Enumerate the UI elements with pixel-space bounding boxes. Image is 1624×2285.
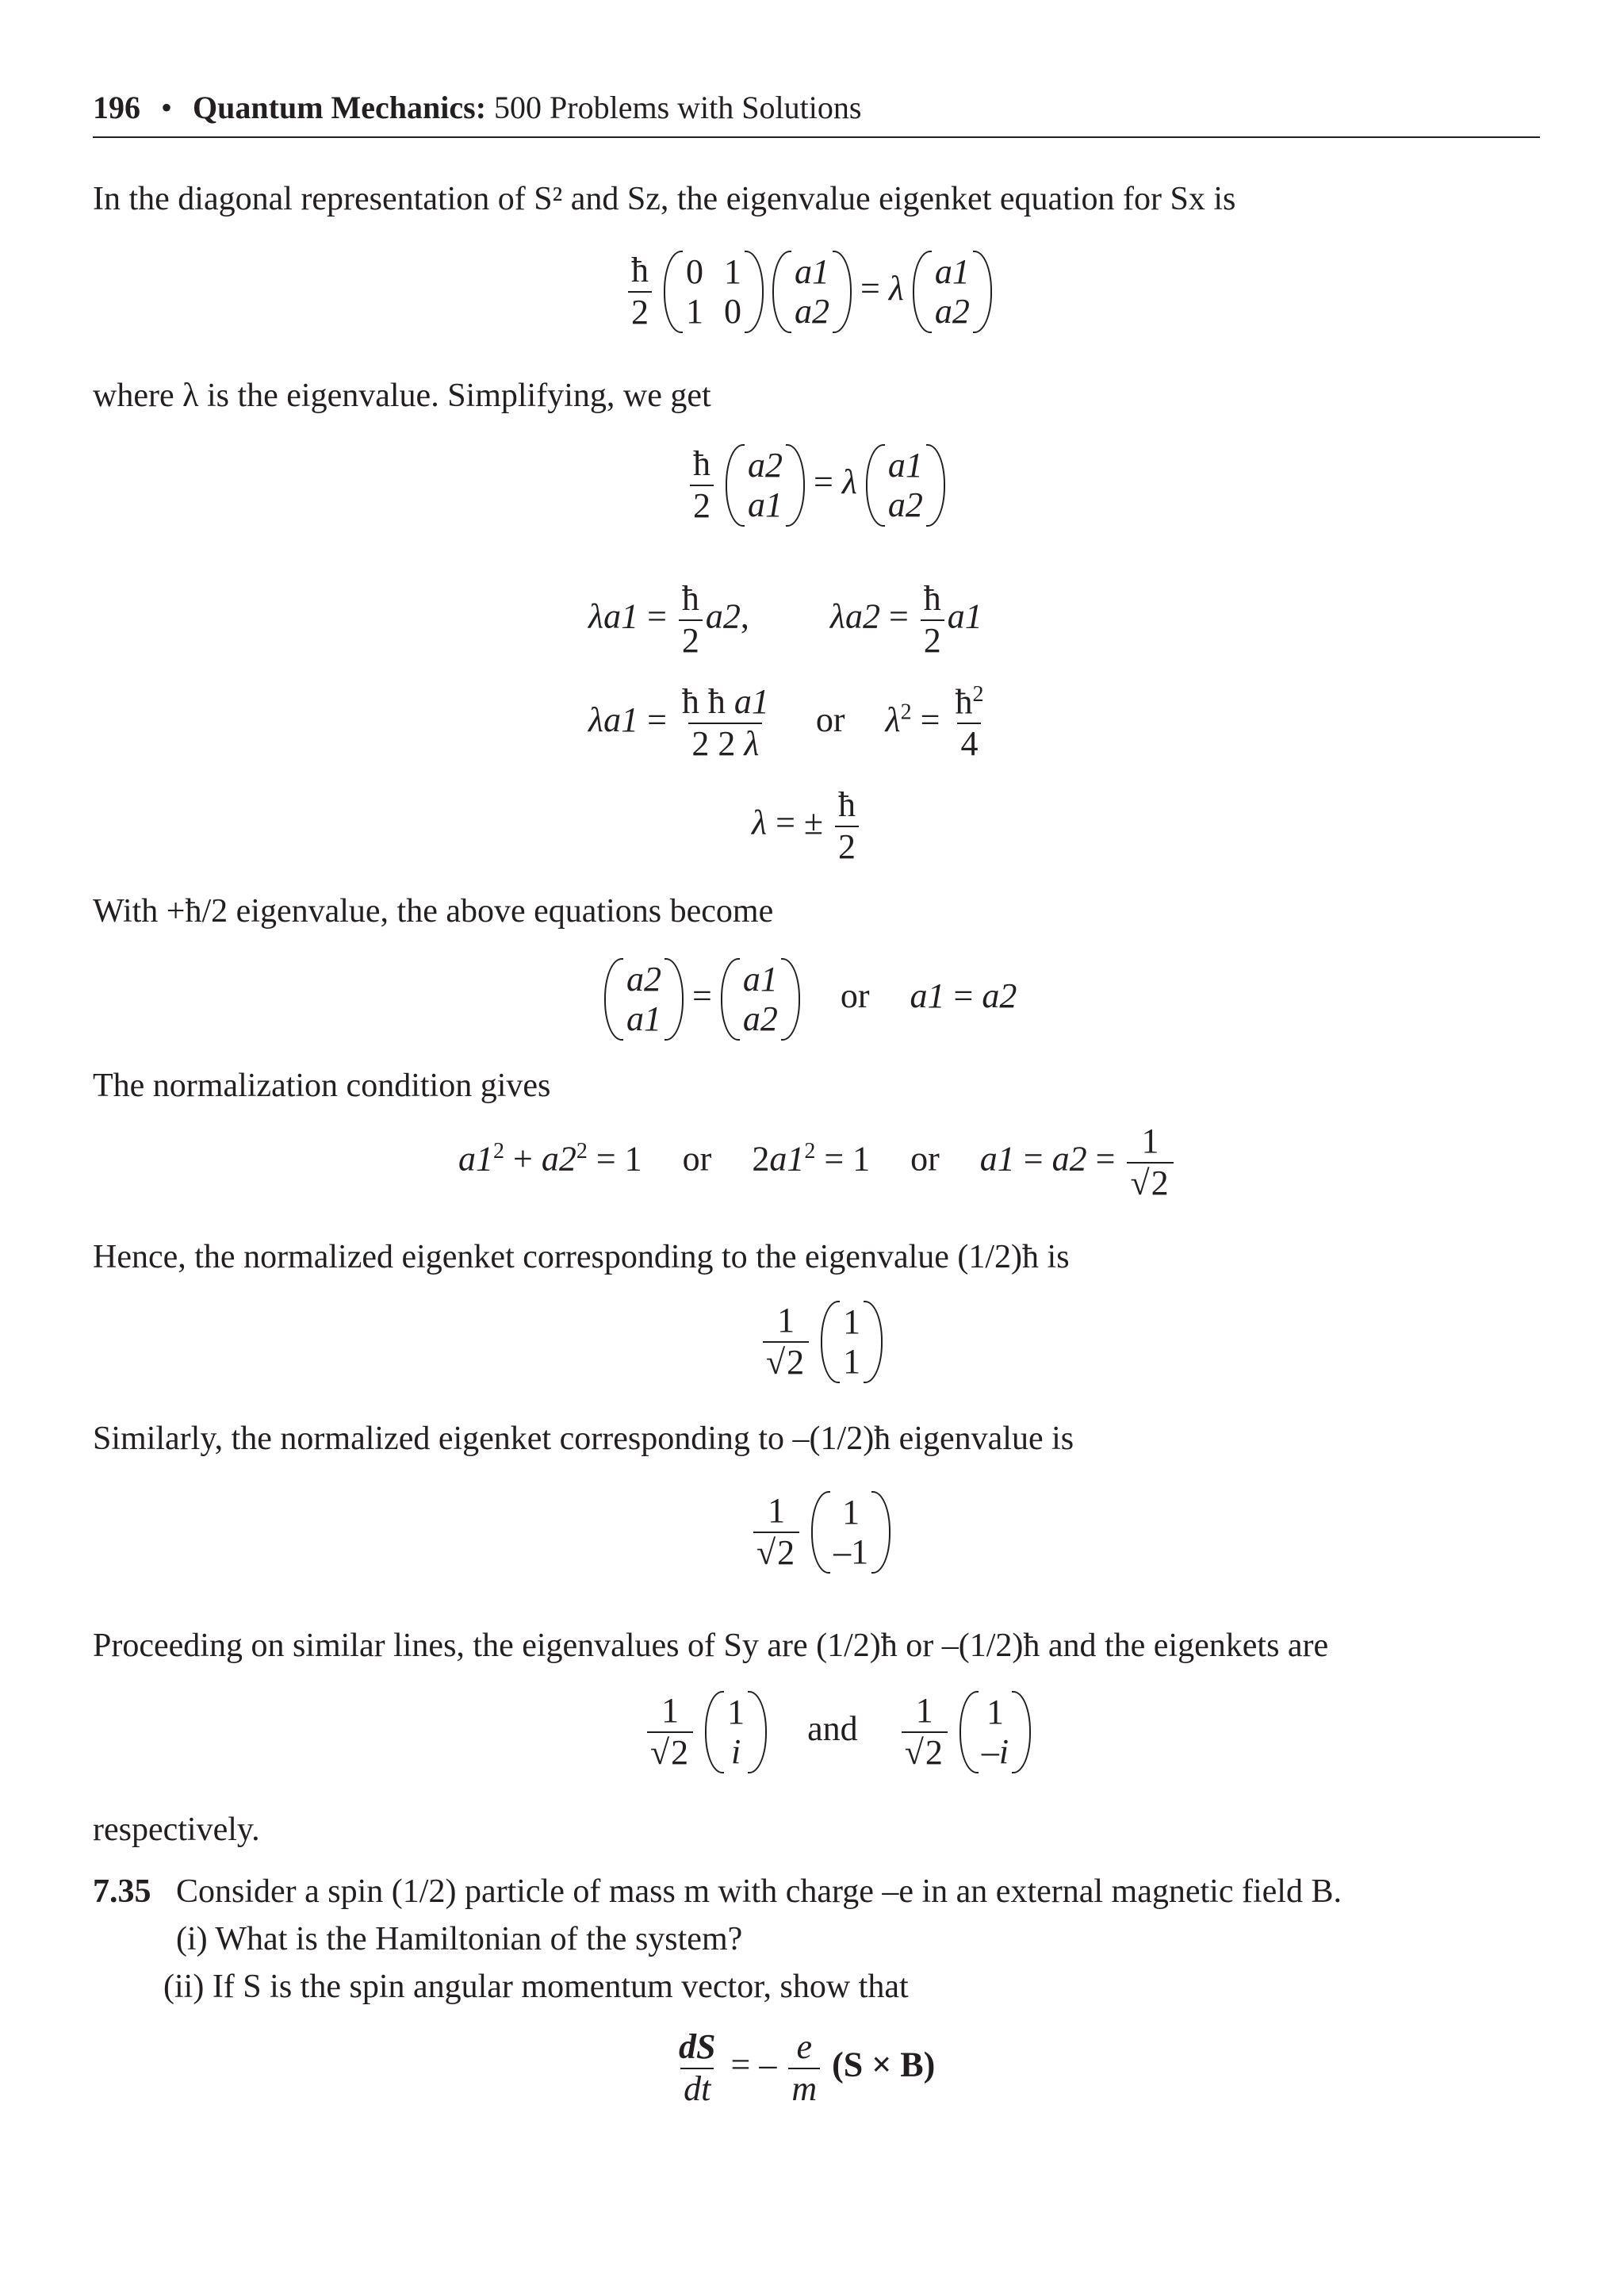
book-subtitle: 500 Problems with Solutions [494,90,862,125]
header-rule [93,136,1540,138]
problem-part-i: (i) What is the Hamiltonian of the system? [176,1921,743,1957]
paragraph-2: where λ is the eigenvalue. Simplifying, we get [93,378,711,414]
equation-eigenkets-sy: $\frac{1}{√2}$ 1 i and $\frac{1}{√2}$ 1 –i [644,1691,1031,1773]
equation-eigenket-plus: $\frac{1}{√2}$ 1 1 [760,1301,883,1383]
problem-statement: Consider a spin (1/2) particle of mass m with charge –e in an external magnetic field B. [176,1873,1342,1910]
equation-plus-eigen: a2 a1 = a1 a2 or a1 = a2 [604,958,1017,1041]
problem-7-35 [93,1875,1342,1908]
equation-sx-eigen: $\frac{ħ}{2}$ 0 1 1 0 a1 a2 = λ a1 a2 [625,251,992,333]
equation-simplified: $\frac{ħ}{2}$ a2 a1 = λ a1 a2 [687,444,945,527]
paragraph-6: Similarly, the normalized eigenket corresponding to –(1/2)ħ eigenvalue is [93,1420,1074,1457]
equation-lambda-value: λ = ± $\frac{ħ}{2}$ [752,785,862,867]
equation-lambda-squared: λa1 = $\frac{\text{ħ ħ a1}}{2 2 \lambda}$ or $\lambda^2$ = $\frac{ħ^2}{4}$ [588,682,984,764]
equation-components: λa1 = $\frac{ħ}{2}$ a2, λa2 = $\frac{ħ}{2}$ a1 [588,579,982,660]
page-number: 196 [93,90,140,125]
equation-spin-precession: $\frac{dS}{dt}$ = – $\frac{e}{m}$ (S × B) [679,2027,936,2108]
problem-part-ii: (ii) If S is the spin angular momentum vector, show that [163,1969,909,2005]
column-a: a1 a2 [772,251,852,333]
paragraph-3: With +ħ/2 eigenvalue, the above equations become [93,893,774,930]
book-title: Quantum Mechanics: [193,90,487,125]
problem-number: 7.35 [93,1873,151,1910]
paragraph-5: Hence, the normalized eigenket corresponding to the eigenvalue (1/2)ħ is [93,1239,1070,1275]
paragraph-4: The normalization condition gives [93,1068,551,1104]
paragraph-8: respectively. [93,1812,260,1848]
frac-hbar-over-2: $\frac{ħ}{2}$ [628,251,652,332]
header-bullet: • [161,90,173,125]
paragraph-1: In the diagonal representation of S² and Sz, the eigenvalue eigenket equation for Sx is [93,181,1236,217]
equation-normalization: $a1^2 + a2^2 = 1$ or $2a1^2 = 1$ or a1 = a2 = $\frac{1}{√2}$ [458,1121,1177,1203]
paragraph-7: Proceeding on similar lines, the eigenvalues of Sy are (1/2)ħ or –(1/2)ħ and the eigenkets are [93,1627,1329,1664]
column-a-rhs: a1 a2 [913,251,992,333]
matrix-sx: 0 1 1 0 [664,251,764,333]
running-header [93,89,861,126]
equation-eigenket-minus: $\frac{1}{√2}$ 1 –1 [750,1491,891,1574]
